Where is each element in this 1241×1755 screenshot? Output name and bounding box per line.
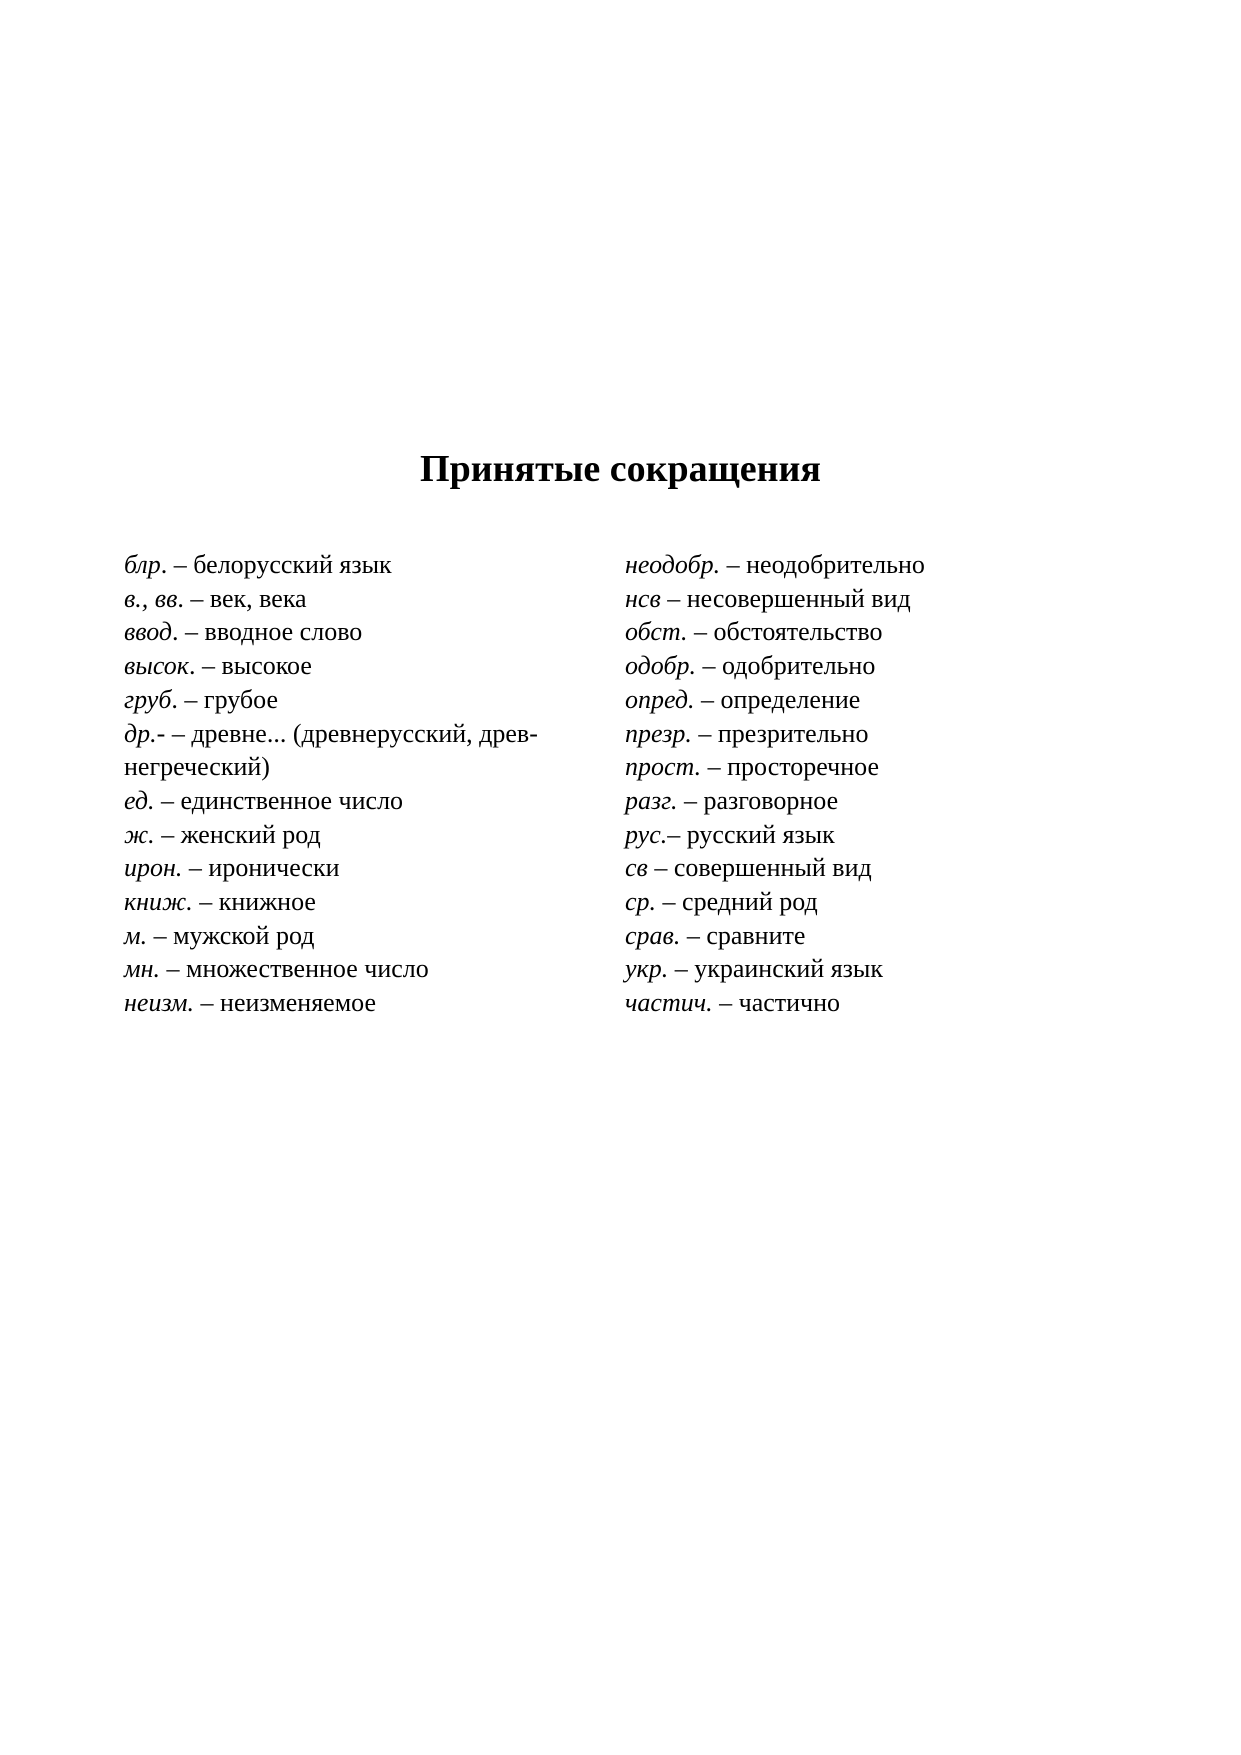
abbreviation-entry	[625, 582, 1085, 616]
abbreviation-entry	[625, 683, 1085, 717]
abbreviation-entry	[124, 683, 594, 717]
abbreviation-meaning: - – древне... (древнерусский, древ-	[156, 718, 538, 748]
abbreviation-entry	[625, 919, 1085, 953]
abbreviation-entry	[124, 919, 594, 953]
abbreviation: неодобр.	[625, 550, 721, 579]
abbreviation: мн.	[124, 954, 160, 984]
abbreviation-entry	[124, 649, 594, 683]
abbreviation-meaning: – обстоятельство	[687, 617, 883, 647]
abbreviation-entry	[124, 582, 594, 616]
abbreviation: срав.	[625, 920, 681, 950]
abbreviation-meaning: – неизменяемое	[194, 988, 377, 1018]
abbreviation-entry	[625, 986, 1085, 1020]
abbreviation-meaning: – русский язык	[667, 819, 835, 849]
abbreviation: м.	[124, 920, 148, 950]
abbreviation-meaning: – разговорное	[677, 785, 839, 815]
abbreviation-entry	[625, 784, 1085, 818]
abbreviation-meaning: – украинский язык	[668, 954, 884, 984]
abbreviation-meaning: негреческий)	[124, 752, 270, 782]
abbreviation: разг.	[625, 785, 678, 815]
abbreviation: высок	[124, 651, 189, 681]
abbreviation-meaning: – определение	[694, 684, 861, 714]
abbreviation: ср.	[625, 887, 657, 917]
abbreviation-entry	[625, 649, 1085, 683]
abbreviation-entry	[124, 615, 594, 649]
abbreviation-meaning: – иронически	[182, 853, 340, 883]
abbreviation: ввод	[124, 617, 173, 647]
abbreviation-entry	[625, 885, 1085, 919]
abbreviation-meaning: – множественное число	[160, 954, 429, 984]
abbreviation-meaning: . – высокое	[188, 651, 312, 681]
page-title: Принятые сокращения	[420, 448, 821, 490]
abbreviation-meaning: . – белорусский язык	[160, 550, 392, 579]
abbreviation-meaning: – единственное число	[154, 785, 404, 815]
abbreviation-meaning: – книжное	[192, 887, 316, 917]
abbreviation-meaning: . – грубое	[171, 684, 278, 714]
abbreviation: нсв	[625, 583, 661, 613]
abbreviation-entry	[124, 885, 594, 919]
abbreviation: ж.	[124, 819, 155, 849]
abbreviation-meaning: . – вводное слово	[172, 617, 363, 647]
abbreviation-meaning: – сравните	[680, 920, 806, 950]
abbreviation: св	[625, 853, 648, 883]
abbreviation: в., вв	[124, 583, 178, 613]
abbreviation-entry	[625, 750, 1085, 784]
abbreviation-entry	[124, 784, 594, 818]
abbreviation-entry	[625, 818, 1085, 852]
abbreviations-left-column	[124, 548, 594, 1020]
abbreviation: блр	[124, 550, 161, 579]
abbreviation: опред.	[625, 684, 695, 714]
abbreviation-entry	[124, 548, 594, 582]
abbreviation-meaning: . – век, века	[177, 583, 307, 613]
abbreviation-entry	[124, 851, 594, 885]
abbreviation-meaning: – неодобрительно	[720, 550, 925, 579]
abbreviation-meaning: – мужской род	[147, 920, 315, 950]
abbreviation: неизм.	[124, 988, 195, 1018]
abbreviation-meaning: – средний род	[656, 887, 818, 917]
abbreviation-meaning: – одобрительно	[696, 651, 876, 681]
abbreviation: обст.	[625, 617, 688, 647]
abbreviation: презр.	[625, 718, 692, 748]
abbreviation: рус.	[625, 819, 668, 849]
abbreviation-entry	[625, 952, 1085, 986]
abbreviation-entry	[124, 818, 594, 852]
abbreviation-meaning: – несовершенный вид	[660, 583, 911, 613]
abbreviation-entry	[124, 986, 594, 1020]
abbreviation: груб	[124, 684, 172, 714]
abbreviation: укр.	[625, 954, 669, 984]
abbreviation-meaning: – совершенный вид	[647, 853, 872, 883]
abbreviation-meaning: – презрительно	[691, 718, 869, 748]
abbreviation-entry	[625, 548, 1085, 582]
abbreviations-right-column	[625, 548, 1085, 1020]
abbreviation: ед.	[124, 785, 155, 815]
abbreviation-entry	[625, 717, 1085, 751]
abbreviation: прост.	[625, 752, 702, 782]
abbreviation: книж.	[124, 887, 193, 917]
abbreviation-entry	[625, 615, 1085, 649]
abbreviation: ирон.	[124, 853, 183, 883]
abbreviation-meaning: – женский род	[154, 819, 321, 849]
abbreviation-meaning: – просторечное	[701, 752, 880, 782]
abbreviation-entry	[625, 851, 1085, 885]
abbreviation-entry	[124, 717, 594, 751]
abbreviation: частич.	[625, 988, 713, 1018]
abbreviation-entry	[124, 952, 594, 986]
abbreviation-entry-continuation	[124, 750, 594, 784]
abbreviation: одобр.	[625, 651, 697, 681]
abbreviation: др.	[124, 718, 157, 748]
abbreviation-meaning: – частично	[712, 988, 841, 1018]
